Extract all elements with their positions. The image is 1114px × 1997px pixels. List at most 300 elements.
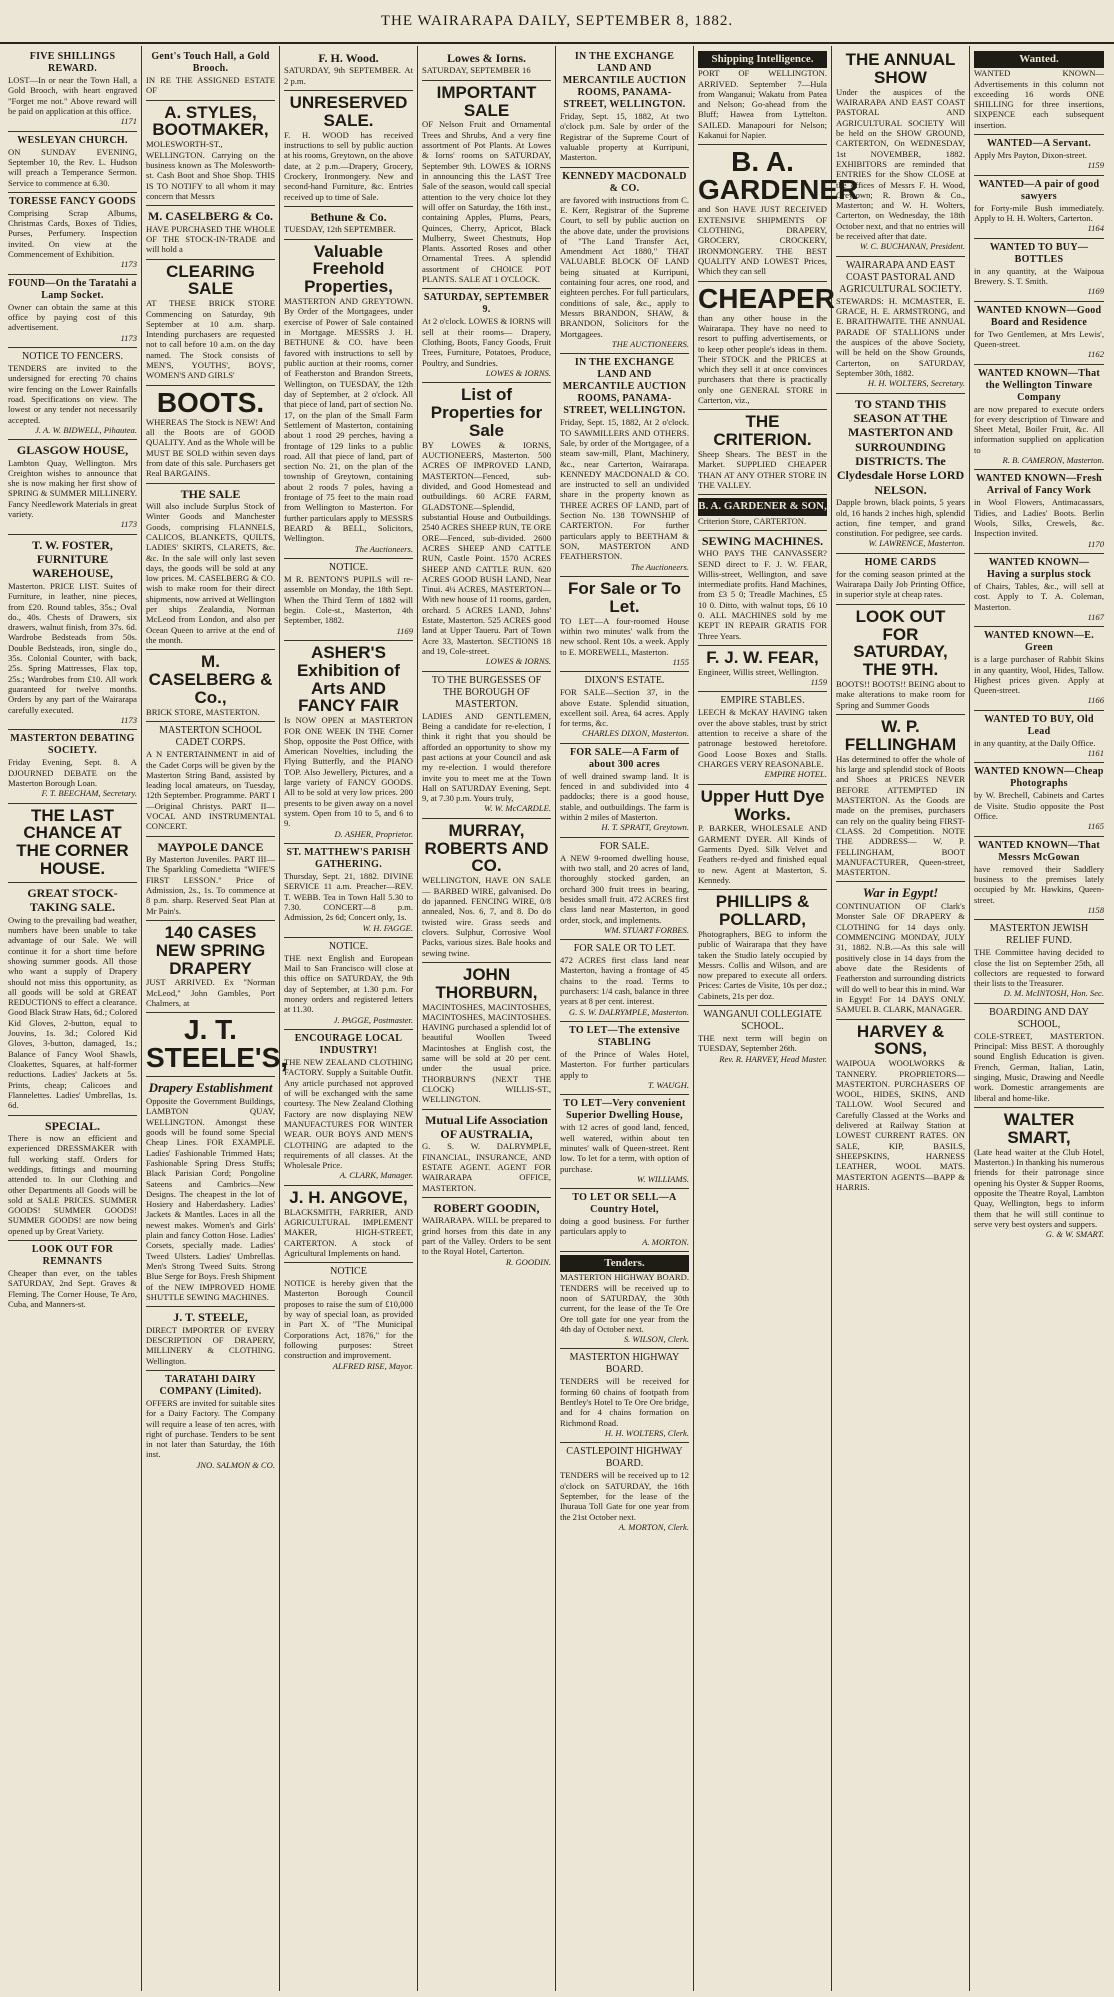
ad-body: Friday Evening, Sept. 8. A DJOURNED DEBATE on the Masterton Borough Loan. — [8, 757, 137, 788]
ad-heading: NOTICE — [330, 1266, 367, 1278]
ad-body: doing a good business. For further particulars apply to — [560, 1216, 689, 1237]
ad-heading: ST. MATTHEW'S PARISH GATHERING. — [286, 846, 411, 870]
advertisement — [284, 207, 413, 240]
ad-signature: The Auctioneers. — [354, 543, 413, 554]
ad-body: with 12 acres of good land, fenced, well watered, within about ten minutes' walk of Queen-street. Rent low. To let for a term, with option of purchase. — [560, 1122, 689, 1174]
ad-signature: 1173 — [120, 714, 137, 725]
ad-body: Owner can obtain the same at this office by paying cost of this advertisement. — [8, 301, 137, 333]
ad-heading: SEWING MACHINES. — [701, 533, 824, 548]
ad-heading: ENCOURAGE LOCAL INDUSTRY! — [294, 1033, 403, 1056]
advertisement — [836, 554, 965, 605]
ad-heading: List of Properties for Sale — [430, 385, 543, 440]
ad-body: are favored with instructions from C. E. Kerr, Registrar of the Supreme Court, to sell by public auction on the above date, under the provisions of "The Land Transfer Act, Amendment Act 1880," THAT VALUABLE BLOCK OF LAND being situated at Kurripuni, containing four acres, one rood, and eighteen perches. For full particulars, conditions of sale, &c., apply to Messrs BRANDON, SHAW, & BRANDON, Solicitors for the Mortgagees. — [560, 194, 689, 339]
ad-body: Lambton Quay, Wellington. Mrs Creighton wishes to announce that she is now making her first show of SPRING & SUMMER MILLINERY. Fancy Needlework Materials in great variety. — [8, 457, 137, 520]
ad-signature: 1159 — [810, 677, 827, 688]
ad-heading: Valuable Freehold Properties, — [304, 241, 393, 297]
ad-body: COLE-STREET, MASTERTON. Principal: Miss BEST. A thoroughly sound English Education is given. French, German, Italian, Latin, singing, Music, Drawing and Needle work. Domestic arrangements are liberal and home-like. — [974, 1030, 1104, 1103]
ad-body: By Masterton Juveniles. PART III—The Sparkling Comedietta "WIFE'S FIRST LESSON." Price of Admission, 2s., 1s. To commence at 8 p.m. sharp. Reserved Seat Plan at Mr Pain's. — [146, 854, 275, 916]
ad-signature: 1167 — [1087, 611, 1104, 622]
ad-heading: FOR SALE OR TO LET. — [573, 943, 676, 955]
advertisement — [8, 535, 137, 731]
ad-heading: JOHN THORBURN, — [435, 964, 538, 1002]
ad-body: FOR SALE—Section 37, in the above Estate. Splendid situation, excellent soil. Area, 64 acres. Apply for terms, &c. — [560, 687, 689, 729]
ad-signature: R. B. CAMERON, Masterton. — [1002, 455, 1104, 466]
ad-body: Thursday, Sept. 21, 1882. DIVINE SERVICE 11 a.m. Preacher—REV. T. WEBB. Tea in Town Hall 5.30 to 7.30. CONCERT—8 p.m. Admission, 2s 6d; Concert only, 1s. — [284, 870, 413, 923]
ad-heading: MASTERTON SCHOOL CADET CORPS. — [159, 725, 262, 749]
ad-heading: TARATAHI DAIRY COMPANY (Limited). — [159, 1373, 262, 1397]
ad-body: IN RE THE ASSIGNED ESTATE OF — [146, 75, 275, 96]
advertisement — [698, 1006, 827, 1068]
advertisement — [698, 890, 827, 1006]
ad-signature: 1161 — [1087, 748, 1104, 759]
advertisement — [698, 282, 835, 411]
advertisement — [836, 394, 965, 554]
advertisement — [560, 672, 689, 744]
ad-signature: G. S. W. DALRYMPLE, Masterton. — [568, 1006, 689, 1017]
ad-heading: NOTICE TO FENCERS. — [21, 350, 124, 362]
ad-heading: TO THE BURGESSES OF THE BOROUGH OF MASTERTON. — [431, 674, 542, 710]
advertisement — [284, 48, 413, 91]
ad-signature: 1164 — [1087, 223, 1104, 234]
ad-body: Criterion Store, CARTERTON. — [698, 515, 807, 526]
ad-body: in Wool Flowers, Antimacassars, Tidies, and Ladies' Boots. Berlin Wools, Silks, Crewels, &c. Inspection invited. — [974, 497, 1104, 539]
ad-signature: EMPIRE HOTEL. — [764, 769, 827, 780]
ad-signature: W. C. BUCHANAN, President. — [859, 241, 965, 252]
ad-body: BOOTS!! BOOTS!! BEING about to make alterations to make room for Spring and Summer Goods — [836, 679, 965, 710]
ad-body: Has determined to offer the whole of his large and splendid stock of Boots and Shoes at PRICES NEVER BEFORE ATTEMPTED IN MASTERTON. As the Goods are made on the premises, purchasers can rely on the quality being FIRST-CLASS. 2d Competition. NOTE THE ADDRESS— W. P. FELLINGHAM, BOOT MANUFACTURER, Queen-street, MASTERTON. — [836, 753, 965, 878]
advertisement — [8, 48, 137, 132]
advertisement — [974, 711, 1104, 764]
ad-body: NOTICE is hereby given that the Masterton Borough Council proposes to raise the sum of £10,000 by way of special loan, as provided in Part X. of "The Municipal Corporations Act, 1876," for the following purposes: Street construction and improvement. — [284, 1278, 413, 1361]
ad-heading: BOARDING AND DAY SCHOOL, — [989, 1006, 1089, 1030]
ad-signature: 1169 — [1087, 286, 1104, 297]
ad-heading: WANTED KNOWN—E. Green — [983, 630, 1095, 654]
advertisement — [8, 804, 137, 883]
ad-body: OF Nelson Fruit and Ornamental Trees and Shrubs, And a very fine assortment of Pot Plants. At Lowes & Iorns' rooms on SATURDAY, September 9th. LOWES & IORNS in announcing this the LAST Tree Sale of the season, would call special attention to the very choice lot they will offer on Saturday, the 16th inst., containing Apples, Plums, Pears, Quinces, Cherry, Apricot, Black Mulberry, Sweet Chestnuts, Hop Plants. Assorted Roses and other Ornamental Trees. A splendid assortment of CHOICE POT PLANTS. SALE AT 1 O'CLOCK. — [422, 119, 551, 285]
advertisement — [8, 440, 137, 535]
advertisement — [560, 1349, 689, 1443]
ad-body: MOLESWORTH-ST., WELLINGTON. Carrying on the business known as The Molesworth-st. Cash Boot and Shoe Shop. THIS IS TO NOTIFY to all whom it may concern that Messrs — [146, 139, 275, 201]
ad-body: A N ENTERTAINMENT in aid of the Cadet Corps will be given by the Masterton String Band, assisted by leading local amateurs, on Tuesday, 12th September. Programme. PART I—Original Christys. PART II—VOCAL AND INSTRUMENTAL CONCERT. — [146, 749, 275, 832]
ad-body: LOST—In or near the Town Hall, a Gold Brooch, with heart engraved "Forget me not." Above reward will be paid on application at this office. — [8, 75, 137, 116]
ad-signature: F. T. BEECHAM, Secretary. — [41, 788, 137, 799]
ad-heading: TO LET—Very convenient Superior Dwelling House, — [563, 1098, 686, 1122]
ad-body: for Forty-mile Bush immediately. Apply to H. H. Wolters, Carterton. — [974, 202, 1104, 223]
ad-heading: WANTED KNOWN—Good Board and Residence — [976, 304, 1102, 328]
ad-signature: T. WAUGH. — [647, 1079, 689, 1090]
ad-heading: FOR SALE—A Farm of about 300 acres — [569, 746, 679, 770]
ad-heading: HOME CARDS — [864, 556, 937, 568]
ad-heading: TORESSE FANCY GOODS — [9, 195, 136, 207]
advertisement — [146, 722, 275, 837]
advertisement — [974, 365, 1104, 471]
ad-body: There is now an efficient and experienced DRESSMAKER with full working staff. Orders for weddings, fittings and mourning attended to. In our Clothing and other Departments all Goods will be sold at SALE PRICES. SUMMER GOODS! SUMMER GOODS! SUMMER GOODS! are now being opened up by Great Variety. — [8, 1132, 137, 1236]
ad-heading: Gent's Touch Hall, a Gold Brooch. — [151, 51, 270, 74]
ad-heading: THE CRITERION. — [713, 412, 812, 450]
ad-signature: 1173 — [120, 332, 137, 343]
advertisement — [284, 1186, 413, 1263]
ad-body: in any quantity, at the Daily Office. — [974, 737, 1096, 748]
advertisement — [836, 1020, 965, 1197]
ad-heading: B. A. GARDENER & SON, — [698, 498, 827, 515]
advertisement — [422, 383, 551, 671]
ad-signature: 1171 — [120, 116, 137, 127]
ad-body: for Two Gentlemen, at Mrs Lewis', Queen-street. — [974, 328, 1104, 349]
ad-heading: W. P. FELLINGHAM — [844, 717, 957, 754]
ad-heading: WALTER SMART, — [1003, 1109, 1075, 1147]
ad-signature: 1166 — [1087, 695, 1104, 706]
ad-heading: SATURDAY, SEPTEMBER 9. — [423, 292, 550, 316]
ad-heading: CASTLEPOINT HIGHWAY BOARD. — [566, 1446, 683, 1470]
ad-heading: IN THE EXCHANGE LAND AND MERCANTILE AUCTION ROOMS, PANAMA-STREET, WELLINGTON. — [562, 51, 687, 110]
ad-heading: IMPORTANT SALE — [436, 82, 537, 120]
ad-heading: PHILLIPS & POLLARD, — [715, 892, 810, 930]
ad-body: TENDERS are invited to the undersigned for erecting 70 chains wire fencing on the Lower Rainfalls road. Specifications on view. The lowest or any tender not necessarily accepted. — [8, 362, 137, 425]
ad-heading: THE ANNUAL SHOW — [845, 50, 956, 87]
advertisement — [836, 882, 965, 1019]
advertisement — [8, 1116, 137, 1242]
advertisement — [560, 168, 689, 355]
ad-body: BRICK STORE, MASTERTON. — [146, 706, 260, 717]
advertisement — [284, 938, 413, 1030]
advertisement — [560, 1252, 689, 1349]
advertisement — [146, 1077, 275, 1307]
ad-body: CONTINUATION OF Clark's Monster Sale OF DRAPERY & CLOTHING for 14 days only. COMMENCING MONDAY, JULY 31, 1882. N.B.—As this sale will positively close in 14 days from the above date the Residents of Featherston and surrounding districts will do well to bear this in mind. War in Egypt! For 14 DAYS ONLY. SAMUEL B. CLARK, MANAGER. — [836, 901, 965, 1015]
advertisement — [8, 193, 137, 275]
advertisement — [8, 348, 137, 440]
advertisement — [284, 91, 413, 207]
ad-signature: W. WILLIAMS. — [637, 1173, 689, 1184]
ad-heading: GREAT STOCK-TAKING SALE. — [27, 885, 118, 915]
advertisement — [836, 257, 965, 394]
advertisement — [8, 1241, 137, 1313]
ad-signature: A. MORTON, Clerk. — [618, 1521, 689, 1532]
ad-heading: B. A. GARDENER — [698, 146, 859, 206]
advertisement — [284, 559, 413, 641]
column-1 — [4, 46, 142, 1991]
ad-heading: M. CASELBERG & Co., — [148, 652, 273, 708]
advertisement — [146, 1371, 275, 1474]
ad-signature: 1159 — [1087, 160, 1104, 171]
advertisement — [974, 302, 1104, 365]
ad-body: WHEREAS The Stock is NEW! And all the Boots are of GOOD QUALITY. And as the Whole will be MUST BE SOLD within seven days from date of this sale. Purchasers get Real BARGAINS. — [146, 416, 275, 479]
advertisement — [974, 627, 1104, 711]
ad-heading: TO LET OR SELL—A Country Hotel, — [572, 1192, 677, 1216]
advertisement — [974, 763, 1104, 836]
ad-heading: THE LAST CHANCE AT THE CORNER HOUSE. — [16, 805, 129, 879]
ad-signature: W. H. FAGGE. — [362, 922, 413, 933]
ad-signature: R. GOODIN. — [505, 1256, 551, 1267]
advertisement — [698, 145, 859, 281]
ad-heading: MURRAY, ROBERTS AND CO. — [424, 820, 549, 876]
ad-heading: Drapery Establishment — [148, 1080, 273, 1096]
ad-body: TENDERS will be received up to 12 o'clock on SATURDAY, the 16th September, for the lease of the Ihuraua Toll Gate for one year from the 21st October next. — [560, 1470, 689, 1522]
ad-body: G. S. W. DALRYMPLE, FINANCIAL, INSURANCE, AND ESTATE AGENT. AGENT FOR WAIRARAPA OFFICE, MASTERTON. — [422, 1141, 551, 1193]
advertisement — [560, 354, 689, 577]
advertisement — [422, 1110, 551, 1198]
column-3 — [280, 46, 418, 1991]
advertisement — [146, 921, 275, 1013]
ad-heading: Upper Hutt Dye Works. — [700, 786, 825, 824]
ad-signature: W. LAWRENCE, Masterton. — [868, 538, 965, 549]
advertisement — [422, 81, 551, 290]
ad-body: Masterton. PRICE LIST. Suites of Furniture, in leather, nine pieces, from £20. Round tables, 35s.; Oval do., 40s. Chests of Drawers, six drawers, walnut finish, from 37s. 6d. Wardrobe Bedsteads from 50s. Double Bedsteads, iron, single do., 35s. Colonial Counter, with back, 25s. Spring Mattresses, Flax top, 25s.; Wardrobes from £10. All work guaranteed for twelve months. Orders by any part of the Wairarapa carefully executed. — [8, 580, 137, 715]
ad-body: of the Prince of Wales Hotel, Masterton. For further particulars apply to — [560, 1049, 689, 1080]
masthead: THE WAIRARAPA DAILY, SEPTEMBER 8, 1882. — [0, 0, 1114, 44]
advertisement — [146, 837, 275, 921]
ad-body: PORT OF WELLINGTON. ARRIVED. September 7—Hula from Wanganui; Wakatu from Patea and Nelson; Go-ahead from the Bluff; Hawea from Lyttelton. SAILED. Manapouri for Nelson; Kakanui for Napier. — [698, 68, 827, 141]
ad-signature: A. CLARK, Manager. — [339, 1170, 413, 1181]
ad-signature: 1169 — [396, 625, 413, 636]
advertisement — [284, 641, 413, 844]
ad-heading: Lowes & Iorns. — [446, 51, 526, 65]
ad-body: AT THESE BRICK STORE Commencing on Saturday, 9th September at 10 a.m. sharp. Intending purchasers are requested not to call before 10 a.m. on the day named. The Stock consists of MEN'S, YOUTHS', BOYS', WOMEN'S AND GIRLS' — [146, 298, 275, 381]
advertisement — [422, 289, 551, 383]
ad-body: P. BARKER, WHOLESALE AND GARMENT DYER. All Kinds of Garments Dyed. Silk Velvet and Feathers re-dyed and finished equal to new. Agent at Masterton, S. Kennedy. — [698, 823, 827, 885]
advertisement — [974, 1108, 1104, 1244]
ad-body: SATURDAY, 9th SEPTEMBER. At 2 p.m. — [284, 65, 413, 86]
advertisement — [560, 1443, 689, 1536]
advertisement — [8, 275, 137, 348]
ad-body: and Son HAVE JUST RECEIVED EXTENSIVE SHIPMENTS OF CLOTHING, DRAPERY, GROCERY, CROCKERY, IRONMONGERY. THE BEST QUALITY AND LOWEST Prices, Which they can sell — [698, 204, 827, 277]
advertisement — [974, 554, 1104, 627]
ad-signature: WM. STUART FORBES. — [604, 924, 689, 935]
ad-heading: T. W. FOSTER, FURNITURE WAREHOUSE, — [31, 537, 114, 581]
advertisement — [8, 730, 137, 803]
ad-body: SATURDAY, SEPTEMBER 16 — [422, 65, 531, 76]
ad-heading: CLEARING SALE — [166, 261, 255, 299]
advertisement — [146, 260, 275, 386]
ad-body: Sheep Shears. The BEST in the Market. SUPPLIED CHEAPER THAN AT ANY OTHER STORE IN THE VALLEY. — [698, 449, 827, 490]
ad-heading: ASHER'S Exhibition of Arts AND FANCY FAIR — [297, 642, 400, 716]
advertisement — [284, 1263, 413, 1375]
ad-body: JUST ARRIVED. Ex "Norman McLeod," John Gambles, Port Chalmers, at — [146, 977, 275, 1009]
ad-signature: 1165 — [1087, 821, 1104, 832]
advertisement — [146, 484, 275, 651]
ad-heading: WANTED KNOWN—Having a surplus stock — [986, 556, 1092, 580]
advertisement — [560, 940, 689, 1022]
ad-heading: M. CASELBERG & Co. — [147, 209, 273, 224]
ad-body: BLACKSMITH, FARRIER, AND AGRICULTURAL IMPLEMENT MAKER, HIGH-STREET, CARTERTON. A stock of Agricultural Implements on hand. — [284, 1206, 413, 1258]
ad-body: WELLINGTON, HAVE ON SALE— BARBED WIRE, galvanised. Do do japanned. FENCING WIRE, 0/8 annealed, Nos. 6, 7, and 8. Do do twisted wire. Grass seeds and clovers. Sulphur, Corrosive Wool Packs, various sizes. Bale hooks and sewing twine. — [422, 875, 551, 958]
ad-signature: 1170 — [1087, 538, 1104, 549]
ad-heading: J. T. STEELE'S, — [146, 1014, 289, 1074]
ad-signature: THE AUCTIONEERS. — [611, 338, 689, 349]
ad-heading: WAIRARAPA AND EAST COAST PASTORAL AND AGRICULTURAL SOCIETY. — [839, 259, 962, 295]
advertisement — [146, 1307, 275, 1371]
advertisement — [560, 838, 689, 941]
ad-body: TENDERS will be received for forming 60 chains of footpath from Bentley's Hotel to Te Ore Ore bridge, and for 4 chains formation on Richmond Road. — [560, 1376, 689, 1428]
ad-heading: Bethune & Co. — [310, 209, 387, 224]
ad-heading: NOTICE. — [328, 940, 369, 952]
ad-signature: 1173 — [120, 259, 137, 270]
ad-body: Cheaper than ever, on the tables SATURDAY, 2nd Sept. Graves & Fleming. The Corner House, Te Aro, Cuba, and Manners-st. — [8, 1268, 137, 1310]
ad-body: Friday, Sept. 15, 1882, At two o'clock p.m. Sale by order of the Registrar of the Supreme Court of valuable property at Kurripuni, Masterton. — [560, 111, 689, 163]
advertisement — [422, 819, 551, 963]
ad-body: TO LET—A four-roomed House within two minutes' walk from the new school. Rent 10s. a week. Apply to E. MOREWELL, Masterton. — [560, 615, 689, 657]
ad-heading: UNRESERVED SALE. — [289, 93, 408, 130]
ad-heading: FIVE SHILLINGS REWARD. — [29, 51, 116, 74]
ad-body: TUESDAY, 12th SEPTEMBER. — [284, 224, 396, 235]
ad-heading: WANTED KNOWN—Cheap Photographs — [974, 766, 1104, 790]
ad-body: Opposite the Government Buildings, LAMBTON QUAY, WELLINGTON. Amongst these goods will be found some Special Cheap Lines. FOR EXAMPLE. Ladies' Fashionable Trimmed Hats; Fashionable Spring Dress Stuffs; Black Parisian Cord; Pongoline Sateens and Cambrics—New Designs. The cheapest in the lot of Hosiery and Haberdashery. Ladies' Jackets & Mantles. Laces in all the newest makes. Women's and Girls' plain and fancy Cotton Hose. Ladies' Corsets, specially made. Ladies' Tweed Ulsters. Ladies' Umbrellas. Men's Strong Tweed Suits. Strong Blue Serge for Boys. Fresh Shipment of the NEW IMPROVED HOME SHUTTLE SEWING MACHINES. — [146, 1096, 275, 1302]
ad-heading: LOOK OUT FOR SATURDAY, THE 9TH. — [853, 606, 948, 680]
ad-body: Will also include Surplus Stock of Winter Goods and Manchester Goods, comprising FLANNELS, CALICOS, BLANKETS, QUILTS, LADIES' SKIRTS, CLARETS, &c. &c. In the sale will only last seven days, the goods will be sold at any low prices. M. CASELBERG & CO. wish to make room for their direct shipments, now arrived at Wellington per ships Zealandia, Norman McLeod from London, and also per Ocean Queen to arrive at the end of the month. — [146, 500, 275, 646]
ad-body: STEWARDS: H. MCMASTER, E. GRACE, H. E. ARMSTRONG, and E. BRAITHWAITE. THE ANNUAL PARADE OF STALLIONS under the auspices of the above Society, will be held on the Show Grounds, Carterton, on SATURDAY, September 30th, 1882. — [836, 295, 965, 378]
ad-heading: DIXON'S ESTATE. — [584, 675, 665, 687]
ad-body: Comprising Scrap Albums, Christmas Cards, Boxes of Tidies, Purses, Perfumery. Inspection invited. On view at the Commencement of Exhibition. — [8, 207, 137, 260]
ad-heading: F. H. Wood. — [318, 51, 379, 65]
ad-body: M R. BENTON'S PUPILS will re-assemble on Monday, the 18th Sept. When the Third Term of 1882 will begin. Cole-st., Masterton, 4th September, 1882. — [284, 573, 413, 626]
ad-signature: J. PAGGE, Postmaster. — [333, 1014, 413, 1025]
ad-heading: MASTERTON HIGHWAY BOARD. — [569, 1352, 680, 1376]
ad-body: by W. Brechell, Cabinets and Cartes de Visite. Studio opposite the Post Office. — [974, 790, 1104, 821]
ad-heading: WANTED—A pair of good sawyers — [978, 178, 1100, 202]
ad-signature: H. H. WOLTERS, Clerk. — [604, 1428, 689, 1438]
ad-signature: G. & W. SMART. — [1045, 1229, 1104, 1240]
advertisement — [698, 785, 827, 891]
ad-heading: FOUND—On the Taratahi a Lamp Socket. — [8, 277, 137, 301]
ad-heading: IN THE EXCHANGE LAND AND MERCANTILE AUCTION ROOMS, PANAMA-STREET, WELLINGTON. — [562, 357, 687, 417]
ad-body: Apply Mrs Payton, Dixon-street. — [974, 150, 1087, 161]
ad-body: DIRECT IMPORTER OF EVERY DESCRIPTION OF DRAPERY, MILLINERY & CLOTHING. Wellington. — [146, 1324, 275, 1366]
ad-heading: MAYPOLE DANCE — [157, 839, 264, 854]
advertisement — [8, 883, 137, 1116]
advertisement — [146, 48, 275, 101]
ad-body: WANTED KNOWN—Advertisements in this column not exceeding 16 words ONE SHILLING for three insertions, SIXPENCE each subsequent insertion. — [974, 68, 1104, 130]
ad-body: WHO PAYS THE CANVASSER? SEND direct to F. J. W. FEAR, Willis-street, Wellington, and save intermediate profits. Hand Machines, from £3 5 0; Treadle Machines, £5 10 0. Ditto, with walnut tops, £6 10 0. ALL MACHINES sold by me KEPT IN REPAIR GRATIS FOR Three Years. — [698, 548, 827, 641]
column-4 — [418, 46, 556, 1991]
advertisement — [560, 577, 689, 672]
advertisement — [284, 844, 413, 938]
advertisement — [974, 239, 1104, 302]
advertisement — [284, 1030, 413, 1186]
advertisement — [146, 1013, 289, 1077]
ad-heading: MASTERTON JEWISH RELIEF FUND. — [989, 923, 1089, 947]
ad-signature: LOWES & IORNS. — [485, 656, 551, 667]
advertisement — [698, 410, 827, 495]
advertisement — [698, 646, 827, 692]
ad-body: THE NEW ZEALAND CLOTHING FACTORY. Supply a Suitable Outfit. Any article purchased not approved of will be exchanged with the same courtesy. The New Zealand Clothing Factory are now displaying NEW MANUFACTURES FOR WINTER WEAR. OUR BOYS AND MEN'S CLOTHING are adapted to the requirements of all classes. At the Wholesale Price. — [284, 1057, 413, 1171]
advertisement — [974, 135, 1104, 176]
ad-body: BY LOWES & IORNS, AUCTIONEERS, Masterton. 500 ACRES OF IMPROVED LAND, MASTERTON—Fenced, sub-divided, and Good Homestead and outbuildings. 60 ACRE FARM, GLADSTONE—Splendid, substantial House and Outbuildings. 2540 ACRES SHEEP RUN, TE ORE ORE—Fenced, sub-divided. 2600 ACRES SHEEP AND CATTLE RUN, Castle Point. 1570 ACRES SHEEP AND CATTLE RUN. 620 ACRES GOOD BUSH LAND, Near Tinui. 4¼ ACRES, MASTERTON—With new house of 11 rooms, garden, orchard. 5 ACRES LAND, Johns' Estate, Masterton. 525 ACRES good land at Upper Taueru. Part of Town Acre 33, Masterton. SECTIONS 18 and 19, Cole-street. — [422, 439, 551, 657]
ad-signature: JNO. SALMON & CO. — [196, 1459, 275, 1470]
ad-body: than any other house in the Wairarapa. They have no need to resort to puffing advertisements, or to keep other people's ideas in them. Their STOCK and the PRICES at which they sell it at once convinces purchasers that there is practically only one GENERAL STORE in Carterton, viz., — [698, 312, 827, 406]
newspaper-page — [4, 46, 1110, 1991]
advertisement — [974, 920, 1104, 1004]
ad-body: HAVE PURCHASED THE WHOLE OF THE STOCK-IN-TRADE and will hold a — [146, 223, 275, 255]
ad-body: A NEW 9-roomed dwelling house, with two stall, and 20 acres of land, thoroughly stocked garden, an orchard 300 fruit trees in bearing, besides small fruit. 472 ACRES first class land near Masterton, in good order, stock, and implements. — [560, 852, 689, 925]
ad-signature: Rev. R. HARVEY, Head Master. — [719, 1053, 827, 1064]
ad-body: MASTERTON HIGHWAY BOARD. TENDERS will be received up to noon of SATURDAY, the 30th current, for the lease of the Te Ore Ore toll gate for one year from the 4th day of October next. — [560, 1272, 689, 1334]
advertisement — [974, 470, 1104, 554]
ad-body: OFFERS are invited for suitable sites for a Dairy Factory. The Company will require a lease of ten acres, with right of purchase. Tenders to be sent in not later than Saturday, the 16th inst. — [146, 1397, 275, 1460]
ad-heading: WANTED TO BUY, Old Lead — [984, 713, 1094, 737]
ad-body: LADIES AND GENTLEMEN, Being a candidate for re-election, I think it right that you should be afforded an opportunity to show my past actions at your Council and ask my re-election. I would therefore invite you to meet me at the Town Hall on SATURDAY Evening, Sept. 9, at 7.30 p.m. Yours truly, — [422, 710, 551, 804]
ad-body: Friday, Sept. 15, 1882, At 2 o'clock. TO SAWMILLERS AND OTHERS. Sale, by order of the Mortgagee, of a steam saw-mill, Plant, Machinery, &c., near Carterton, Wairarapa. KENNEDY MACDONALD & CO. are instructed to sell an undivided share in the property known as THREE ACRES OF LAND, part of Section No. 138 TOWNSHIP of CARTERTON. For further particulars apply to BEETHAM & SON, MASTERTON AND FEATHERSTON. — [560, 417, 689, 562]
advertisement — [560, 1095, 689, 1189]
advertisement — [422, 963, 551, 1110]
advertisement — [974, 837, 1104, 921]
ad-heading: HARVEY & SONS, — [856, 1021, 945, 1059]
ad-body: is a large purchaser of Rabbit Skins in any quantity, Wool, Hides, Tallow. Highest prices given. Apply at Queen-street. — [974, 654, 1104, 696]
ad-heading: ROBERT GOODIN, — [433, 1200, 540, 1215]
ad-heading: WESLEYAN CHURCH. — [17, 134, 128, 146]
ad-body: THE Committee having decided to close the list on September 25th, all collectors are requested to forward their lists to the Treasurer. — [974, 947, 1104, 989]
ad-body: At 2 o'clock. LOWES & IORNS will sell at their rooms— Drapery, Clothing, Boots, Fancy Goods, Fruit Trees, Furniture, Potatoes, Produce, Poultry, and Sundries. — [422, 316, 551, 368]
ad-heading: MASTERTON DEBATING SOCIETY. — [10, 733, 135, 757]
ad-heading: NOTICE. — [328, 561, 369, 573]
ad-heading: TO LET—The extensive STABLING — [569, 1025, 680, 1048]
ad-signature: The Auctioneers. — [630, 561, 689, 572]
advertisement — [698, 48, 827, 145]
ad-signature: H. T. SPRATT, Greytown. — [601, 822, 689, 833]
advertisement — [422, 48, 551, 81]
advertisement — [698, 692, 827, 784]
ad-body: WAIRARAPA. WILL be prepared to grind horses from this date in any part of the Valley. Orders to be sent to the Royal Hotel, Carterton. — [422, 1215, 551, 1257]
ad-signature: W. W. McCARDLE. — [484, 803, 551, 814]
ad-heading: A. STYLES, BOOTMAKER, — [152, 102, 269, 140]
ad-heading: J. H. ANGOVE, — [289, 1187, 408, 1207]
ad-heading: WANGANUI COLLEGIATE SCHOOL. — [703, 1009, 822, 1033]
ad-body: F. H. WOOD has received instructions to sell by public auction at his rooms, Greytown, on the above date, at 2 p.m.—Drapery, Grocery, Crockery, Ironmongery. New and second-hand Furniture, &c. Entries received up to time of Sale. — [284, 129, 413, 202]
ad-body: MASTERTON AND GREYTOWN. By Order of the Mortgagees, under exercise of Power of Sale contained in Mortgage. MESSRS J. H. BETHUNE & CO. have been favored with instructions to sell by public auction at their rooms, corner of Featherston and Brandon Streets, Wellington, on TUESDAY, the 12th day of September, at 2 o'clock. All that piece of land, part of section No. 17, on the plan of the Small Farm Settlement of Masterton, containing about 1 rood 29 perches, having a frontage of 129 links to a public road. All that piece of land, part of section No. 21, on the plan of the township of Greytown, containing about 2 roods 7 poles, having a frontage of 75 feet to the main road from Wellington to Masterton. For further particulars apply to MESSRS BEARD & BELL, Solicitors, Wellington. — [284, 296, 413, 544]
ad-heading: LOOK OUT FOR REMNANTS — [31, 1244, 114, 1268]
ad-heading: Shipping Intelligence. — [698, 51, 827, 68]
advertisement — [146, 650, 275, 722]
ad-heading: SPECIAL. — [44, 1118, 100, 1133]
advertisement — [146, 206, 275, 259]
advertisement — [560, 1189, 689, 1252]
ad-heading: WANTED—A Servant. — [987, 138, 1091, 150]
ad-signature: 1173 — [120, 519, 137, 530]
ad-heading: F. J. W. FEAR, — [706, 648, 819, 668]
ad-body: in any quantity, at the Waipoua Brewery. S. T. Smith. — [974, 265, 1104, 286]
ad-heading: EMPIRE STABLES. — [720, 695, 805, 707]
column-6 — [694, 46, 859, 1991]
column-7 — [832, 46, 970, 1991]
ad-signature: D. ASHER, Proprietor. — [334, 828, 413, 839]
ad-body: Under the auspices of the WAIRARAPA AND EAST COAST PASTORAL AND AGRICULTURAL SOCIETY Will be held on the SHOW GROUND, CARTERTON, On WEDNESDAY, 1st NOVEMBER, 1882. EXHIBITORS are reminded that ENTRIES for the Show CLOSE at the offices of Messrs F. H. Wood, Greytown; R. Brown & Co., Masterton; and W. H. Wolters, Carterton, on Wednesday, the 18th October next, and that no entries will be received after that date. — [836, 86, 965, 242]
ad-heading: 140 CASES NEW SPRING DRAPERY — [155, 922, 266, 978]
ad-heading: CHEAPER — [698, 282, 835, 314]
ad-body: Owing to the prevailing bad weather, numbers have been unable to take advantage of our Sale. We will continue it for a short time before showing summer goods. All those who want a supply of Drapery should not miss this opportunity, as all goods will be sold at GREAT REDUCTIONS to effect a clearance. Good Black Straw Hats, 6d.; Colored Kid Gloves, 2-button, equal to Jouvins, 1s. 3d.; Colored Kid Gloves, 3-button, damaged, 1s.; Balance of Fancy Wool Shawls, Cloakettes, Squares, at half-former reductions. Ladies' Jackets at 5s. Prints, cheap; Calicoes and Flannelettes. Ladies' Umbrellas, 1s. 6d. — [8, 914, 137, 1111]
advertisement — [836, 715, 965, 882]
ad-body: 472 ACRES first class land near Masterton, having a frontage of 45 chains to the road. Terms to purchasers: 1/4 cash, balance in three years at 8 per cent. interest. — [560, 955, 689, 1007]
ad-body: Dapple brown, black points, 5 years old, 16 hands 2 inches high, splendid action, fine temper, and grand constitution. For pedigree, see cards. — [836, 497, 965, 539]
ad-body: of well drained swamp land. It is fenced in and subdivided into 4 paddocks; there is a good house, stable, and outbuildings. The farm is within 2 miles of Masterton. — [560, 770, 689, 822]
advertisement — [974, 48, 1104, 135]
ad-signature: H. H. WOLTERS, Secretary. — [867, 378, 965, 389]
ad-heading: KENNEDY MACDONALD & CO. — [562, 170, 687, 194]
ad-heading: Tenders. — [560, 1255, 689, 1272]
ad-heading: GLASGOW HOUSE, — [16, 443, 129, 458]
ad-body: are now prepared to execute orders for every description of Tinware and Sheet Metal, Boiler Fruit, &c. All information supplied on application to — [974, 403, 1104, 455]
ad-heading: WANTED KNOWN—That the Wellington Tinware Company — [977, 367, 1101, 403]
ad-body: have removed their Saddlery business to the premises lately occupied by Mr. Hawkins, Queen-street. — [974, 863, 1104, 905]
ad-heading: War in Egypt! — [862, 885, 939, 901]
ad-body: for the coming season printed at the Wairarapa Daily Job Printing Office, in superior style at cheap rates. — [836, 568, 965, 600]
ad-body: of Chairs, Tables, &c., will sell at cost. Apply to T. A. Coleman, Masterton. — [974, 580, 1104, 612]
column-5 — [556, 46, 694, 1991]
ad-heading: WANTED KNOWN—Fresh Arrival of Fancy Work — [975, 473, 1103, 497]
ad-heading: Mutual Life Association OF AUSTRALIA, — [425, 1112, 548, 1142]
ad-body: Engineer, Willis street, Wellington. — [698, 666, 819, 677]
ad-heading: THE SALE — [180, 486, 241, 501]
ad-signature: ALFRED RISE, Mayor. — [332, 1360, 413, 1371]
ad-body: WAIPOUA WOOLWORKS & TANNERY. PROPRIETORS—MASTERTON. PURCHASERS OF WOOL, HIDES, SKINS, AND TALLOW. Wool Secured and Carefully Classed at the Works and delivered at Railway Station at LOWEST CURRENT RATES. ON SALE, KIP, BASILS, SHEEPSKINS, HARNESS LEATHER, WOOL MATS. MASTERTON AGENTS—BAPP & HARRIS. — [836, 1058, 965, 1192]
advertisement — [560, 744, 689, 838]
